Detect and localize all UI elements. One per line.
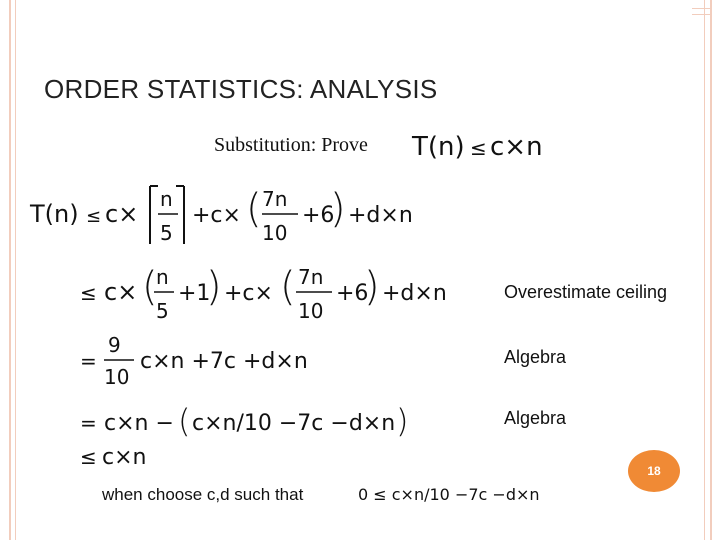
equation-line-2: [80, 264, 447, 323]
svg-text:0 ≤ c×n/10 −7c −d×n: 0 ≤ c×n/10 −7c −d×n: [358, 485, 540, 504]
svg-text:c×n −: c×n −: [104, 411, 174, 436]
svg-text:5: 5: [156, 299, 169, 323]
condition-text: when choose c,d such that: [102, 485, 304, 504]
svg-text:10: 10: [298, 299, 324, 323]
svg-text:+c×: +c×: [224, 281, 273, 306]
svg-text:≤: ≤: [470, 136, 487, 160]
equation-line-4: [80, 402, 408, 440]
page-number: 18: [647, 464, 661, 478]
svg-text:): ): [206, 264, 222, 310]
slide-title: ORDER STATISTICS: ANALYSIS: [44, 74, 438, 104]
svg-text:9: 9: [108, 333, 121, 357]
svg-text:c×: c×: [104, 278, 138, 306]
svg-text:(: (: [280, 264, 296, 310]
svg-text:≤: ≤: [80, 281, 97, 305]
svg-text:c×n/10 −7c −d×n: c×n/10 −7c −d×n: [192, 411, 396, 436]
svg-text:=: =: [80, 411, 97, 435]
svg-text:7n: 7n: [298, 265, 324, 289]
svg-text:c×n: c×n: [102, 445, 147, 470]
svg-text:+6: +6: [302, 203, 335, 228]
justification-algebra: Algebra: [504, 408, 567, 428]
equation-line-3: [80, 333, 308, 389]
svg-text:c×n: c×n: [490, 132, 543, 162]
svg-text:(: (: [246, 186, 262, 232]
svg-text:≤: ≤: [80, 445, 97, 469]
svg-text:+6: +6: [336, 281, 369, 306]
substitution-label: Substitution: Prove: [214, 134, 368, 156]
svg-text:c×: c×: [105, 200, 139, 228]
equation-line-5: [80, 445, 146, 470]
svg-text:+1: +1: [178, 281, 211, 306]
goal-formula: [411, 132, 543, 162]
justification-algebra: Algebra: [504, 347, 567, 367]
svg-text:): ): [364, 264, 380, 310]
svg-text:=: =: [80, 349, 97, 373]
svg-text:(: (: [178, 402, 191, 440]
svg-text:c×n +7c +d×n: c×n +7c +d×n: [140, 349, 308, 374]
svg-text:7n: 7n: [262, 187, 288, 211]
svg-text:+d×n: +d×n: [348, 203, 413, 228]
svg-text:(: (: [142, 264, 158, 310]
svg-text:10: 10: [104, 365, 130, 389]
equation-line-1: [29, 186, 413, 245]
condition-formula: [358, 485, 540, 504]
svg-text:+d×n: +d×n: [382, 281, 447, 306]
svg-text:): ): [330, 186, 346, 232]
svg-text:): ): [396, 402, 409, 440]
svg-text:≤: ≤: [86, 206, 102, 227]
svg-text:10: 10: [262, 221, 288, 245]
svg-text:n: n: [156, 265, 169, 289]
svg-text:5: 5: [160, 221, 173, 245]
justification-overestimate-ceiling: Overestimate ceiling: [504, 282, 668, 302]
svg-text:T(n): T(n): [30, 200, 79, 228]
page-number-badge: [628, 450, 680, 492]
svg-text:n: n: [160, 187, 173, 211]
svg-text:+c×: +c×: [192, 203, 241, 228]
svg-text:T(n): T(n): [412, 132, 465, 162]
